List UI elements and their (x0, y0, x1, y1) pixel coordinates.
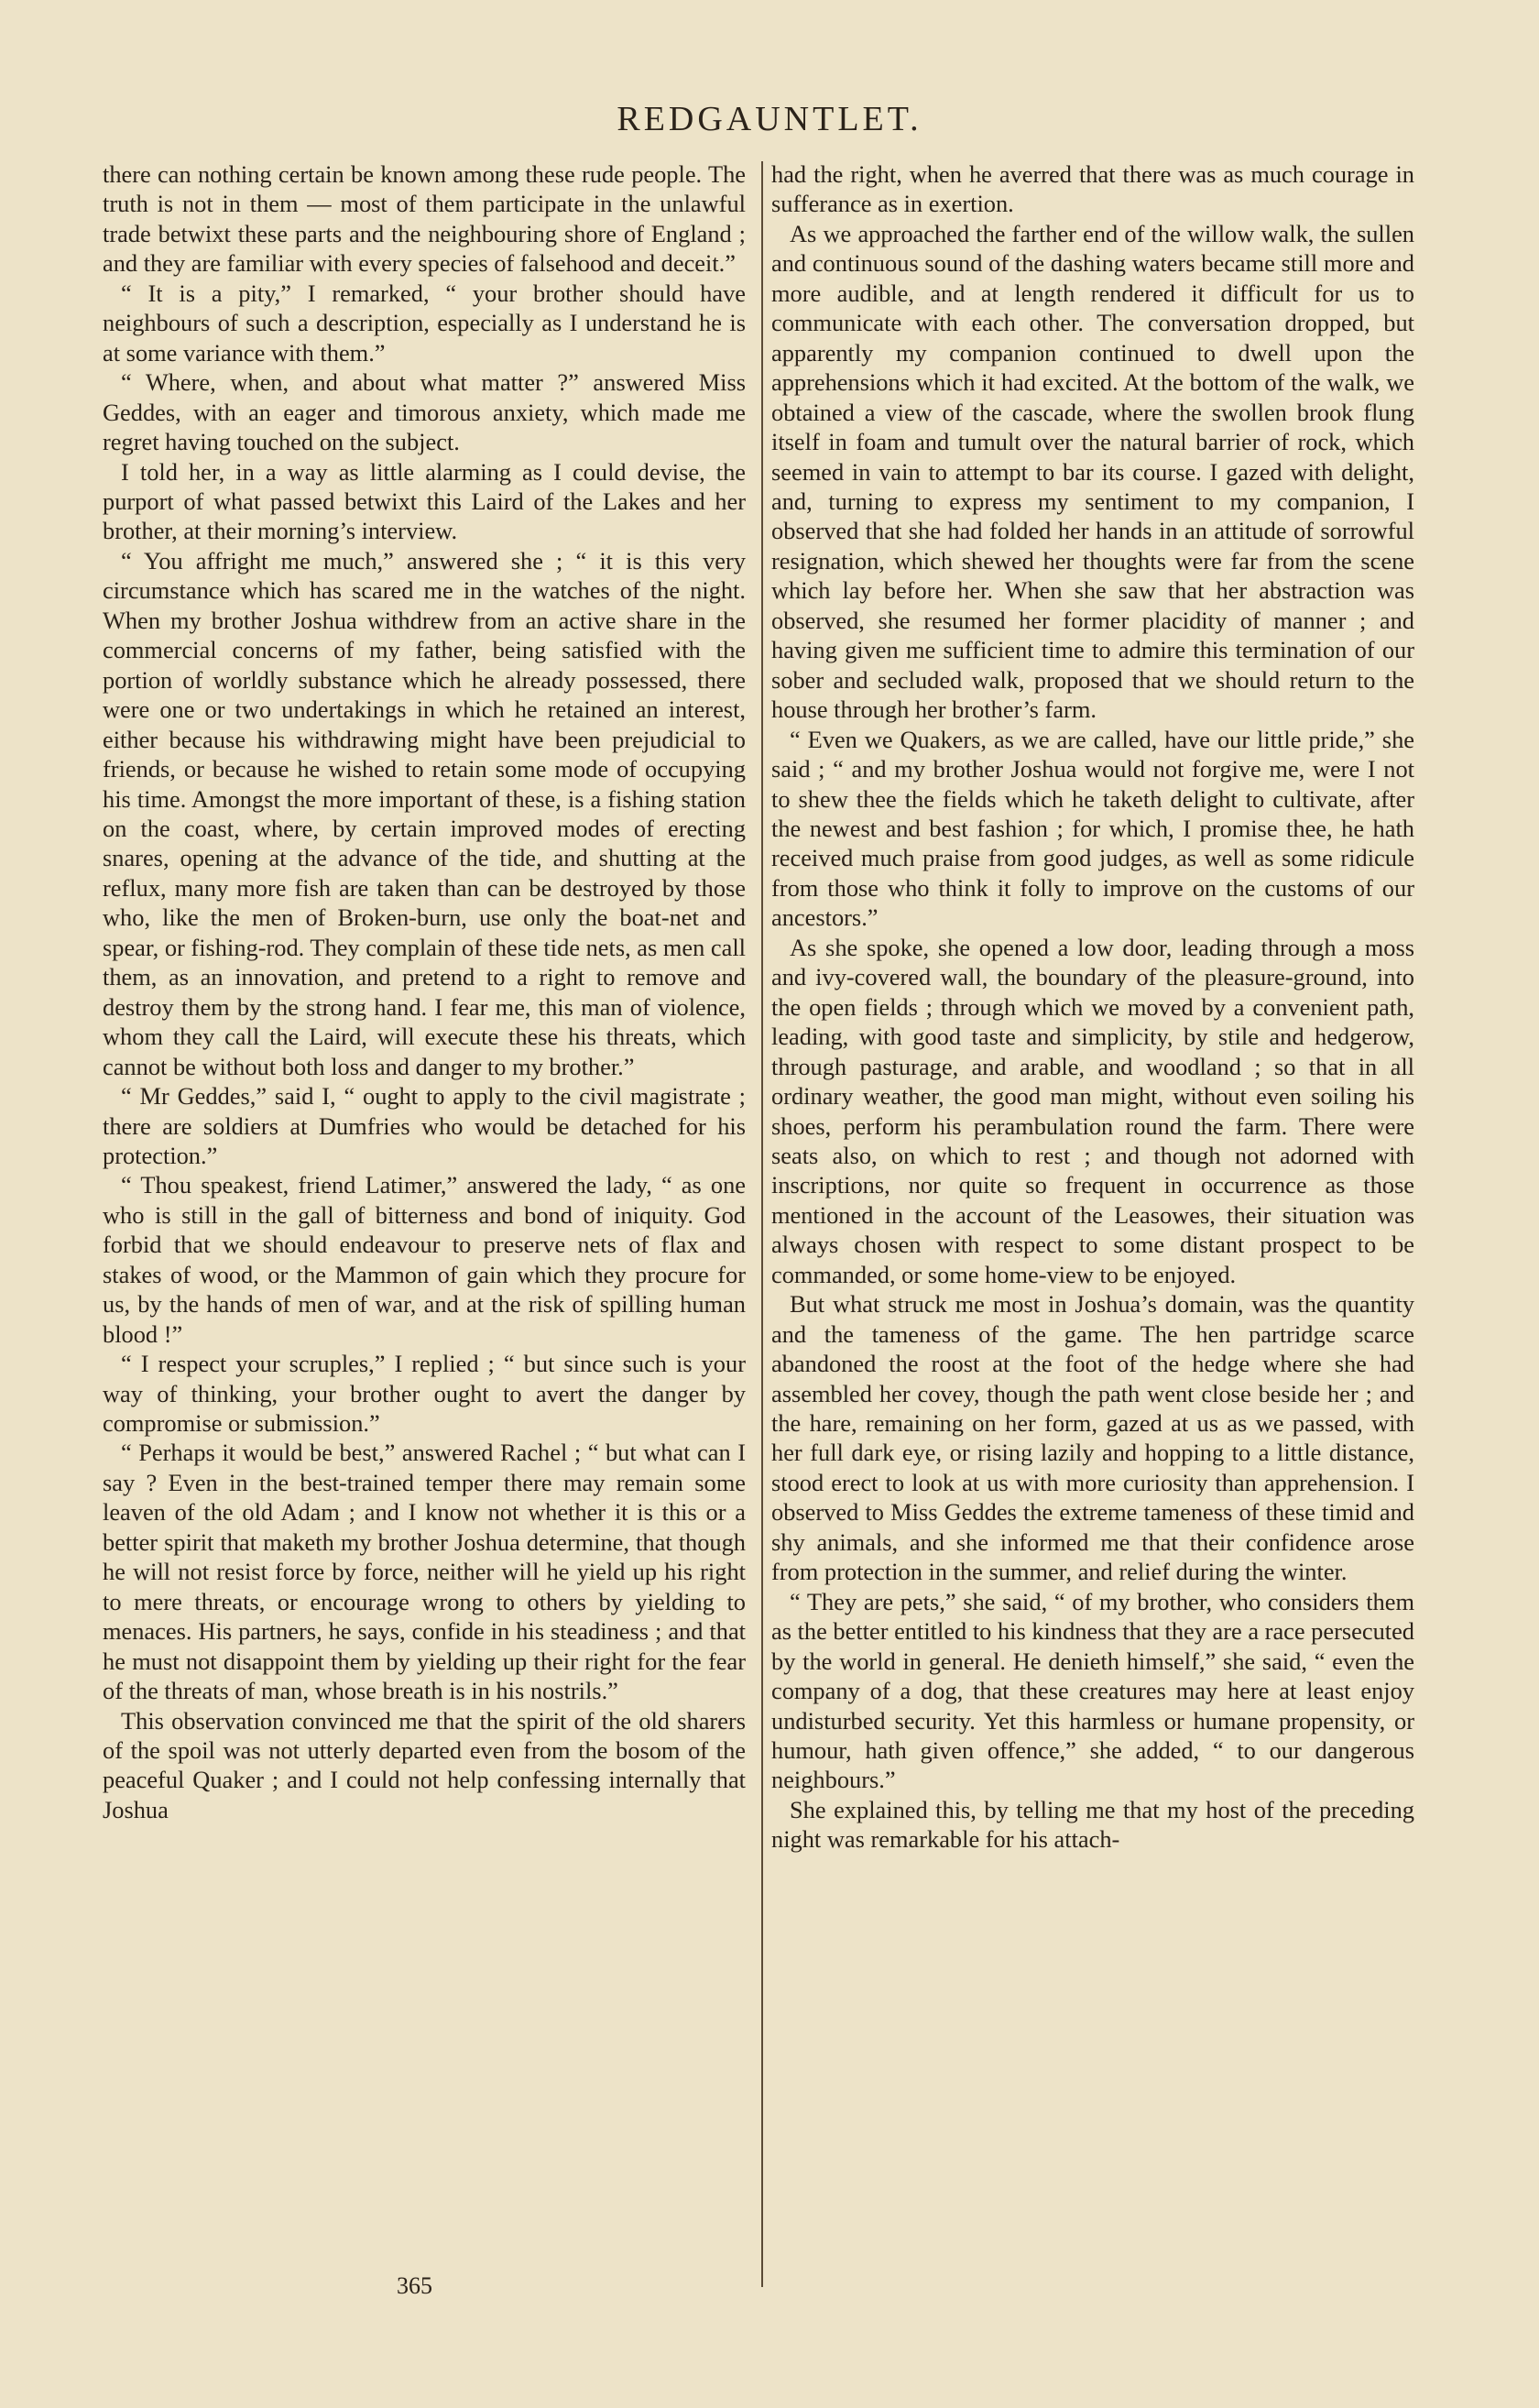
paragraph: But what struck me most in Joshua’s domain, was the quantity and the tameness of the game. The hen partridge scarce abandoned the roost at the foot of the hedge where she had assembled her covey, though the path went close beside her ; and the hare, remaining on her form, gazed at us as we passed, with her full dark eye, or rising lazily and hopping to a little distance, stood erect to look at us with more curiosity than apprehension. I observed to Miss Geddes the extreme tameness of these timid and shy animals, and she informed me that their confidence arose from protection in the summer, and relief during the winter. (771, 1290, 1414, 1586)
paragraph: This observation convinced me that the spirit of the old sharers of the spoil was not utterly departed even from the bosom of the peaceful Quaker ; and I could not help confessing internally that Joshua (103, 1706, 746, 1823)
paragraph: “ They are pets,” she said, “ of my brother, who considers them as the better entitled to his kindness that they are a race persecuted by the world in general. He denieth himself,” she said, “ even the company of a dog, that these creatures may here at least enjoy undisturbed security. Yet this harmless or humane propensity, or humour, hath given offence,” she added, “ to our dangerous neighbours.” (771, 1587, 1415, 1794)
paragraph: “ Thou speakest, friend Latimer,” answered the lady, “ as one who is still in the gall of bitterness and bond of iniquity. God forbid that we should endeavour to preserve nets of flax and stakes of wood, or the Mammon of gain which they procure for us, by the hands of men of war, and at the risk of spilling human blood !” (103, 1171, 746, 1348)
paragraph: “ It is a pity,” I remarked, “ your brother should have neighbours of such a description, especially as I understand he is at some variance with them.” (103, 279, 746, 367)
paragraph: “ I respect your scruples,” I replied ; “ but since such is your way of thinking, your brother ought to avert the danger by compromise or submission.” (103, 1350, 746, 1438)
paragraph: As we approached the farther end of the willow walk, the sullen and continuous sound of the dashing waters became still more and more audible, and at length rendered it difficult for us to communicate with each other. The conversation dropped, but apparently my companion continued to dwell upon the apprehensions which it had excited. At the bottom of the walk, we obtained a view of the cascade, where the swollen brook flung itself in foam and tumult over the natural barrier of rock, which seemed in vain to attempt to bar its course. I gazed with delight, and, turning to express my sentiment to my companion, I observed that she had folded her hands in an attitude of sorrowful resignation, which shewed her thoughts were far from the scene which lay before her. When she saw that her abstraction was observed, she resumed her former placidity of manner ; and having given me sufficient time to admire this termination of our sober and secluded walk, proposed that we should return to the house through her brother’s farm. (771, 219, 1414, 724)
page-number: 365 (397, 2272, 432, 2299)
right-column (771, 159, 1414, 1855)
running-title: REDGAUNTLET. (617, 100, 922, 138)
paragraph: She explained this, by telling me that my host of the preceding night was remarkable for his attach- (771, 1795, 1414, 1854)
paragraph: “ Mr Geddes,” said I, “ ought to apply to the civil magistrate ; there are soldiers at Dumfries who would be detached for his protection.” (103, 1082, 746, 1169)
paragraph: I told her, in a way as little alarming as I could devise, the purport of what passed betwixt this Laird of the Lakes and her brother, at their morning’s interview. (103, 457, 746, 545)
paragraph: As she spoke, she opened a low door, leading through a moss and ivy-covered wall, the boundary of the pleasure-ground, into the open fields ; through which we moved by a convenient path, leading, with good taste and simplicity, by stile and hedgerow, through pasturage, and arable, and woodland ; so that in all ordinary weather, the good man might, without even soiling his shoes, perform his perambulation round the farm. There were seats also, on which to rest ; and though not adorned with inscriptions, nor quite so frequent in occurrence as those mentioned in the account of the Leasowes, their situation was always chosen with respect to some distant prospect to be commanded, or some home-view to be enjoyed. (771, 933, 1414, 1288)
paragraph: “ Where, when, and about what matter ?” answered Miss Geddes, with an eager and timorous anxiety, which made me regret having touched on the subject. (103, 368, 746, 456)
paragraph: there can nothing certain be known among these rude people. The truth is not in them — most of them participate in the unlawful trade betwixt these parts and the neighbouring shore of England ; and they are familiar with every species of falsehood and deceit.” (103, 160, 746, 278)
left-column (103, 159, 746, 1824)
paragraph: “ Perhaps it would be best,” answered Rachel ; “ but what can I say ? Even in the best-trained temper there may remain some leaven of the old Adam ; and I know not whether it is this or a better spirit that maketh my brother Joshua determine, that though he will not resist force by force, neither will he yield up his right to mere threats, or encourage wrong to others by yielding to menaces. His partners, he says, confide in his steadiness ; and that he must not disappoint them by yielding up their right for the fear of the threats of man, whose breath is in his nostrils.” (103, 1439, 746, 1705)
paragraph: had the right, when he averred that there was as much courage in sufferance as in exertion. (771, 160, 1414, 218)
paragraph: “ You affright me much,” answered she ; “ it is this very circumstance which has scared me in the watches of the night. When my brother Joshua withdrew from an active share in the commercial concerns of my father, being satisfied with the portion of worldly substance which he already possessed, there were one or two undertakings in which he retained an interest, either because his withdrawing might have been prejudicial to friends, or because he wished to retain some mode of occupying his time. Amongst the more important of these, is a fishing station on the coast, where, by certain improved modes of erecting snares, opening at the advance of the tide, and shutting at the reflux, many more fish are taken than can be destroyed by those who, like the men of Broken-burn, use only the boat-net and spear, or fishing-rod. They complain of these tide nets, as men call them, as an innovation, and pretend to a right to remove and destroy them by the strong hand. I fear me, this man of violence, whom they call the Laird, will execute these his threats, which cannot be without both loss and danger to my brother.” (103, 546, 747, 1080)
column-divider (761, 161, 763, 2287)
paragraph: “ Even we Quakers, as we are called, have our little pride,” she said ; “ and my brother Joshua would not forgive me, were I not to shew thee the fields which he taketh delight to cultivate, after the newest and best fashion ; for which, I promise thee, he hath received much praise from good judges, as well as some ridicule from those who think it folly to improve on the customs of our ancestors.” (771, 725, 1414, 932)
